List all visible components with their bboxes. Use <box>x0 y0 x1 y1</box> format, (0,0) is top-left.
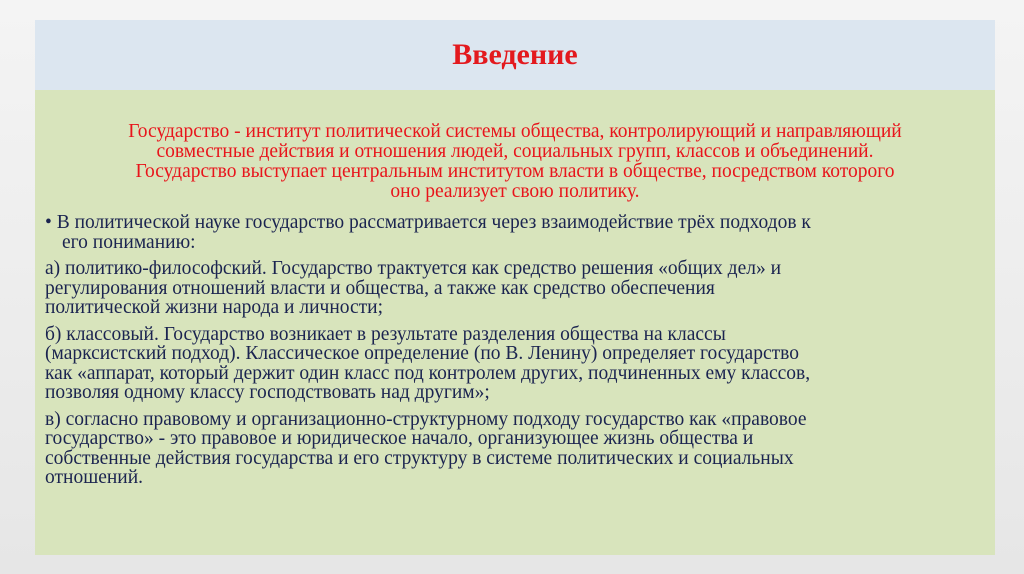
text-line: собственные действия государства и его структуру в системе политических и социальных <box>45 447 794 469</box>
text-line: б) классовый. Государство возникает в результате разделения общества на классы <box>45 323 726 345</box>
text-line: (марксистский подход). Классическое определение (по В. Ленину) определяет государство <box>45 343 799 364</box>
text-line: государство» - это правовое и юридическое начало, организующее жизнь общества и <box>45 428 754 449</box>
bullet-marker: • <box>45 212 52 233</box>
slide <box>35 20 995 555</box>
text-line: Государство выступает центральным институтом власти в обществе, посредством которого <box>135 161 895 182</box>
slide-title: Введение <box>452 38 578 71</box>
text-line: политической жизни народа и личности; <box>45 297 384 318</box>
paragraph-b <box>45 325 990 403</box>
text-line: оно реализует свою политику. <box>390 181 640 202</box>
text-line: а) политико-философский. Государство трактуется как средство решения «общих дел» и <box>45 258 782 279</box>
title-band <box>35 20 995 90</box>
text-line: как «аппарат, который держит один класс под контролем других, подчиненных ему классов, <box>45 362 811 384</box>
body-text <box>45 213 990 488</box>
paragraph-a <box>45 259 990 318</box>
text-line: регулирования отношений власти и общества, а также как средство обеспечения <box>45 277 715 299</box>
paragraph-c <box>45 410 990 488</box>
text-line: Государство - институт политической системы общества, контролирующий и направляющий <box>128 121 902 142</box>
text-line: отношений. <box>45 467 144 488</box>
definition-text <box>35 122 995 202</box>
text-line: В политической науке государство рассматривается через взаимодействие трёх подходов к <box>56 212 811 233</box>
text-line: его пониманию: <box>62 231 196 253</box>
text-line: в) согласно правовому и организационно-структурному подходу государство как «правовое <box>45 408 807 430</box>
text-line: позволяя одному классу господствовать над другим»; <box>45 382 490 403</box>
bullet-item <box>45 213 990 252</box>
text-line: совместные действия и отношения людей, социальных групп, классов и объединений. <box>156 141 874 162</box>
